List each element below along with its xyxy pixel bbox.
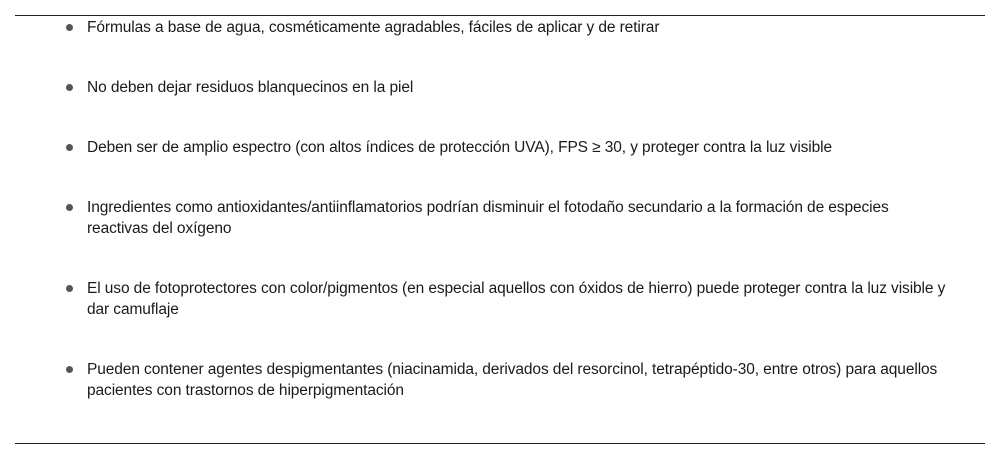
list-item: [66, 197, 946, 239]
bullet-icon: [66, 366, 73, 373]
list-item: [66, 17, 946, 38]
list-item-text: Deben ser de amplio espectro (con altos índices de protección UVA), FPS ≥ 30, y proteger contra la luz visible: [87, 139, 833, 156]
list-item-text: Ingredientes como antioxidantes/antiinflamatorios podrían disminuir el fotodaño secundario a la formación de especies reactivas del oxígeno: [87, 199, 889, 237]
list-item: [66, 137, 946, 158]
bullet-icon: [66, 204, 73, 211]
list-item: [66, 278, 946, 320]
list-item-text: Pueden contener agentes despigmentantes (niacinamida, derivados del resorcinol, tetrapéptido-30, entre otros) para aquellos pacientes con trastornos de hiperpigmentación: [87, 361, 938, 399]
bullet-icon: [66, 24, 73, 31]
bullet-icon: [66, 285, 73, 292]
list-item: [66, 77, 946, 98]
bullet-icon: [66, 144, 73, 151]
list-item: [66, 359, 946, 401]
list-item-text: Fórmulas a base de agua, cosméticamente agradables, fáciles de aplicar y de retirar: [87, 19, 660, 36]
list-item-text: El uso de fotoprotectores con color/pigmentos (en especial aquellos con óxidos de hierro) puede proteger contra la luz visible y dar camuflaje: [87, 280, 946, 318]
bottom-rule: [15, 443, 985, 444]
bullet-icon: [66, 84, 73, 91]
list-item-text: No deben dejar residuos blanquecinos en la piel: [87, 79, 414, 96]
